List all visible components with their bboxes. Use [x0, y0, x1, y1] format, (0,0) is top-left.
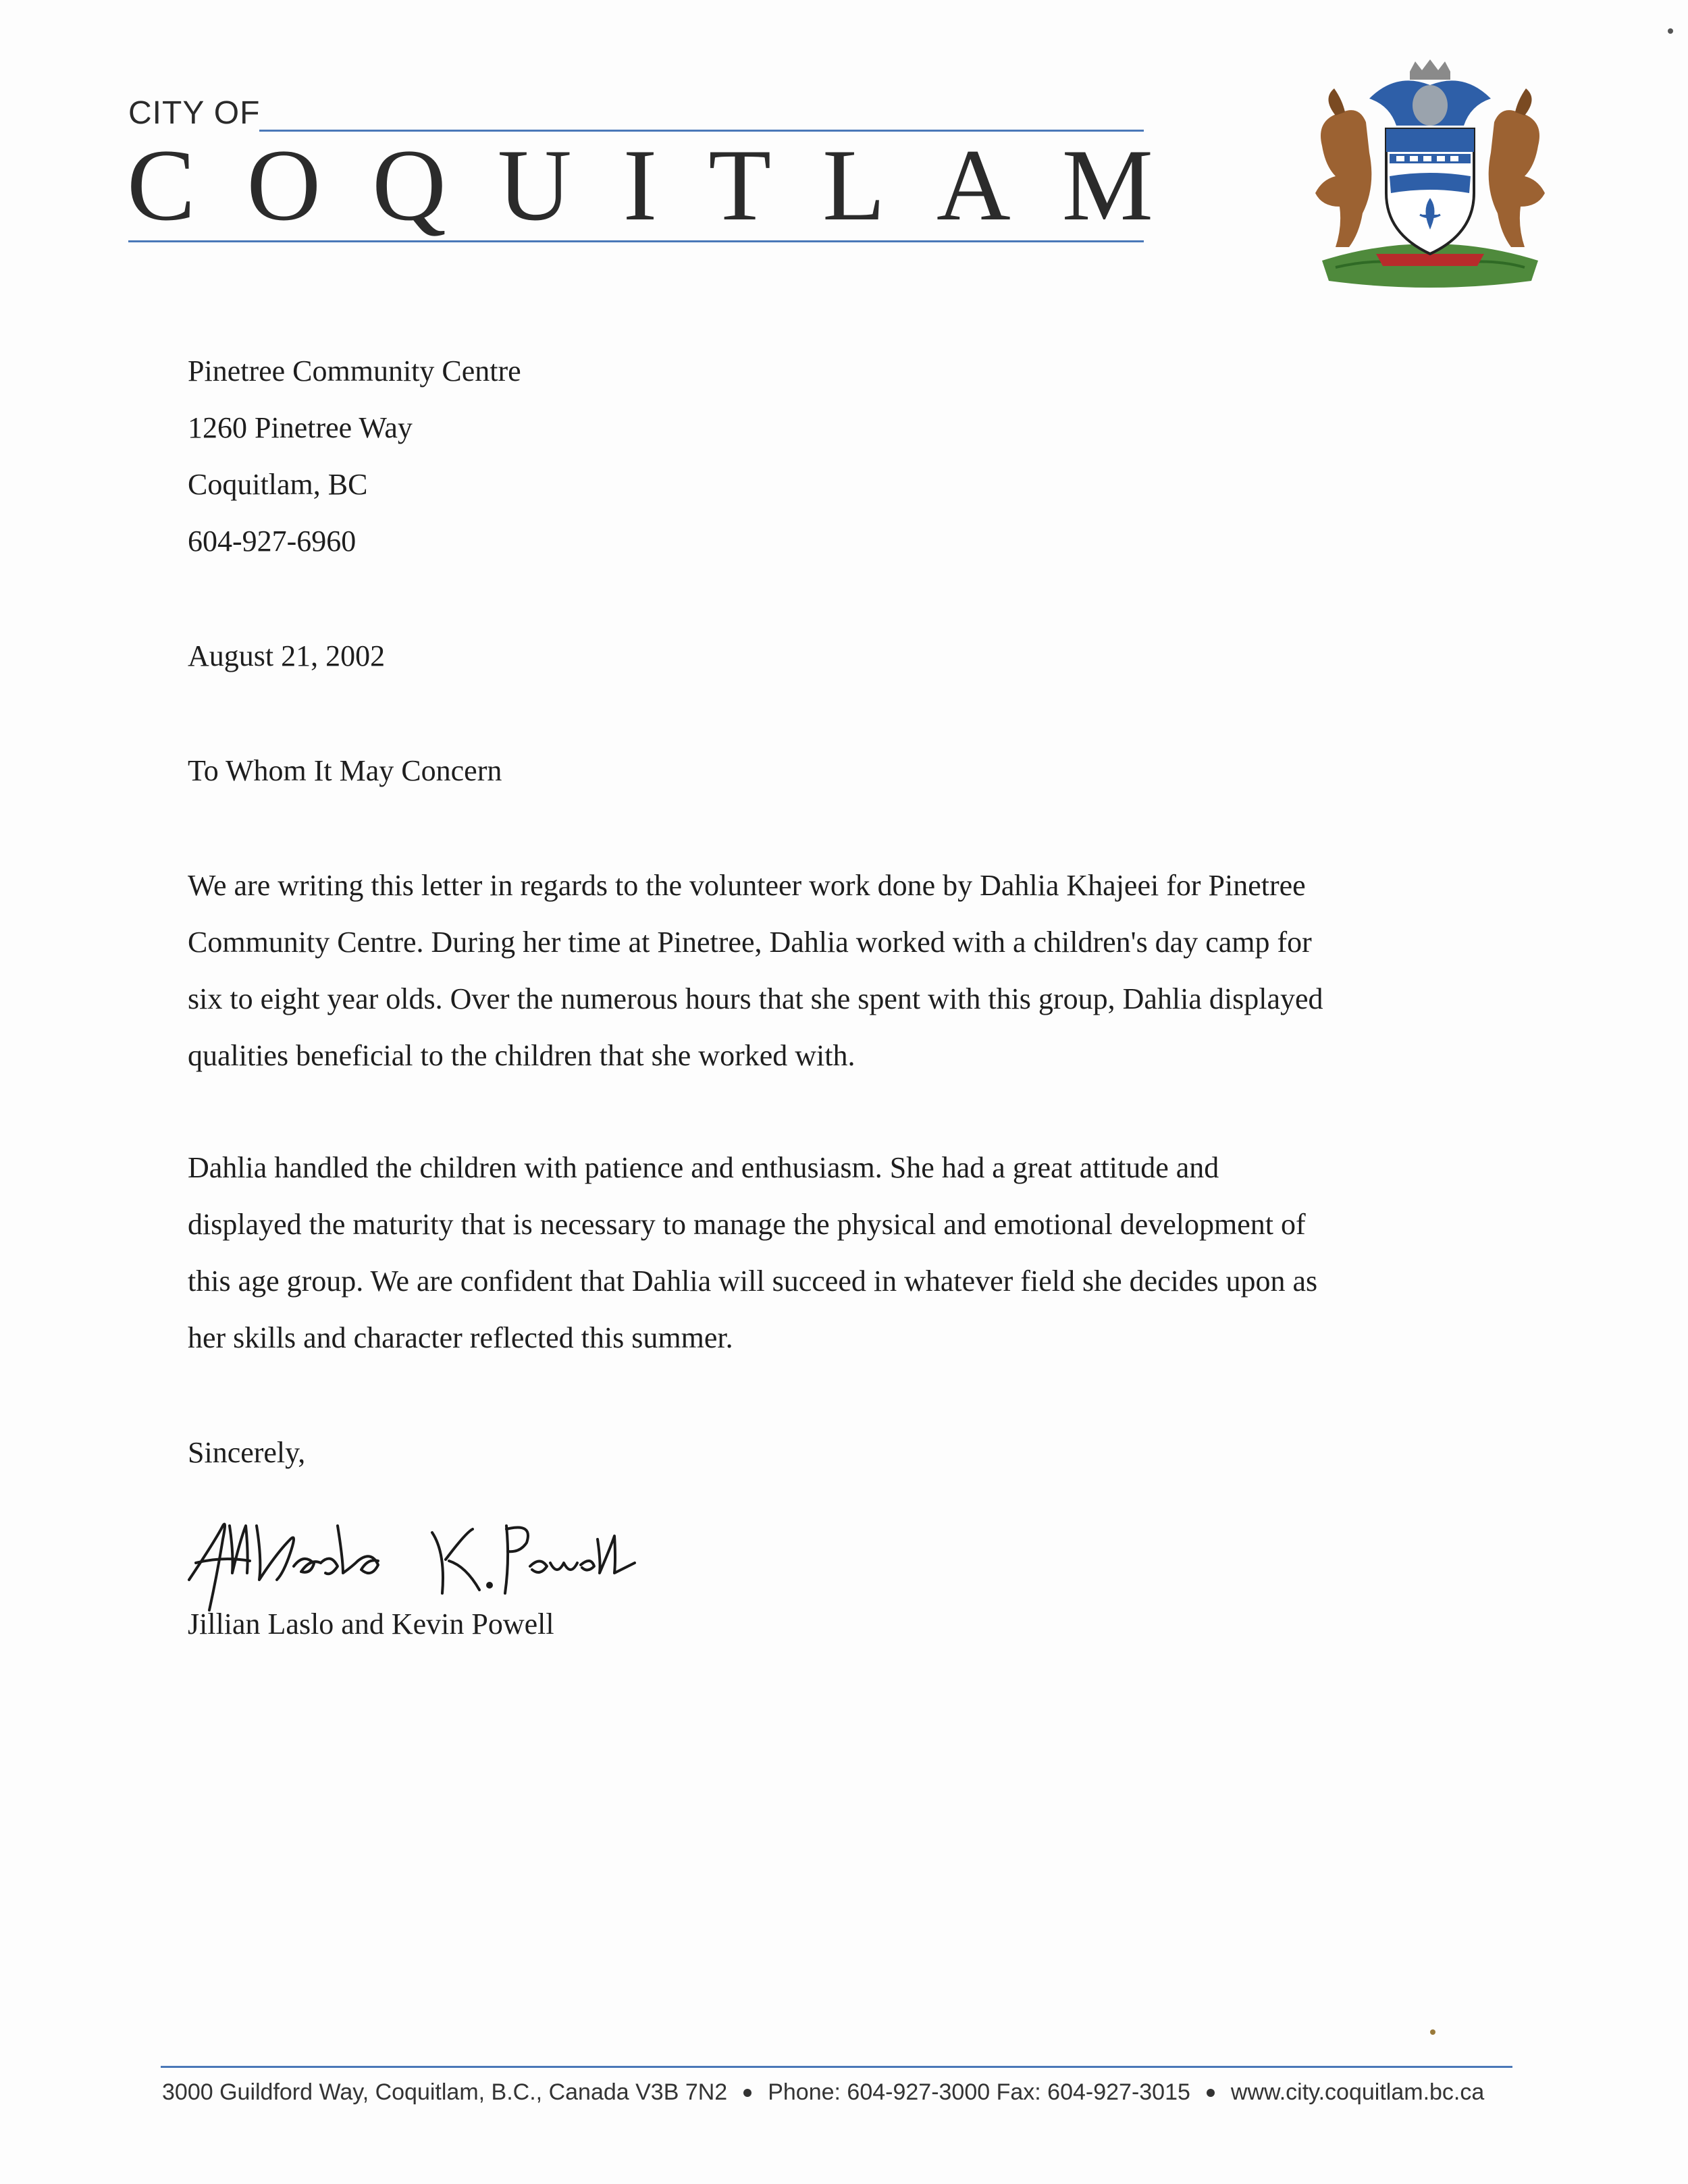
letterhead-letter: Q	[372, 128, 446, 242]
letter-date: August 21, 2002	[188, 639, 386, 672]
letterhead-bottom-rule	[128, 240, 1144, 242]
letterhead-letter: O	[246, 128, 321, 242]
recipient-address	[188, 343, 521, 570]
coat-of-arms-icon	[1295, 58, 1565, 301]
footer-website: www.city.coquitlam.bc.ca	[1230, 2079, 1485, 2105]
paragraph-line: We are writing this letter in regards to the volunteer work done by Dahlia Khajeei for Pinetree	[188, 869, 1306, 902]
closing: Sincerely,	[188, 1436, 306, 1469]
paragraph-line: her skills and character reflected this summer.	[188, 1321, 733, 1354]
letterhead-letter: M	[1061, 128, 1153, 242]
footer-address: 3000 Guildford Way, Coquitlam, B.C., Canada V3B 7N2	[162, 2079, 728, 2105]
letterhead-letter: C	[127, 128, 196, 242]
letterhead-letter: L	[822, 128, 885, 242]
letterhead-letter: U	[497, 128, 572, 242]
body-paragraph-1	[188, 857, 1511, 1084]
footer-phone-fax: Phone: 604-927-3000 Fax: 604-927-3015	[768, 2079, 1190, 2105]
recipient-phone: 604-927-6960	[188, 525, 357, 558]
bullet-separator-icon	[743, 2089, 751, 2097]
letterhead-letter: I	[623, 128, 658, 242]
recipient-line: 1260 Pinetree Way	[188, 411, 413, 444]
salutation: To Whom It May Concern	[188, 754, 502, 787]
footer	[162, 2079, 1512, 2106]
letterhead-city-name	[127, 128, 1153, 242]
paragraph-line: qualities beneficial to the children that she worked with.	[188, 1039, 855, 1072]
recipient-line: Coquitlam, BC	[188, 468, 368, 501]
paragraph-line: Dahlia handled the children with patience and enthusiasm. She had a great attitude and	[188, 1151, 1219, 1184]
scan-speck	[1668, 28, 1673, 34]
paragraph-line: this age group. We are confident that Dahlia will succeed in whatever field she decides upon as	[188, 1264, 1318, 1298]
recipient-line: Pinetree Community Centre	[188, 354, 521, 388]
letterhead-letter: A	[936, 128, 1011, 242]
signatories: Jillian Laslo and Kevin Powell	[188, 1607, 554, 1641]
paragraph-line: six to eight year olds. Over the numerous hours that she spent with this group, Dahlia displayed	[188, 982, 1323, 1015]
letterhead-city-of: CITY OF	[128, 95, 261, 131]
paragraph-line: Community Centre. During her time at Pinetree, Dahlia worked with a children's day camp for	[188, 926, 1312, 959]
paragraph-line: displayed the maturity that is necessary to manage the physical and emotional development of	[188, 1208, 1306, 1241]
bullet-separator-icon	[1207, 2089, 1215, 2097]
scan-speck	[1430, 2029, 1435, 2035]
footer-rule	[161, 2066, 1512, 2068]
letterhead-letter: T	[708, 128, 772, 242]
body-paragraph-2	[188, 1140, 1511, 1366]
